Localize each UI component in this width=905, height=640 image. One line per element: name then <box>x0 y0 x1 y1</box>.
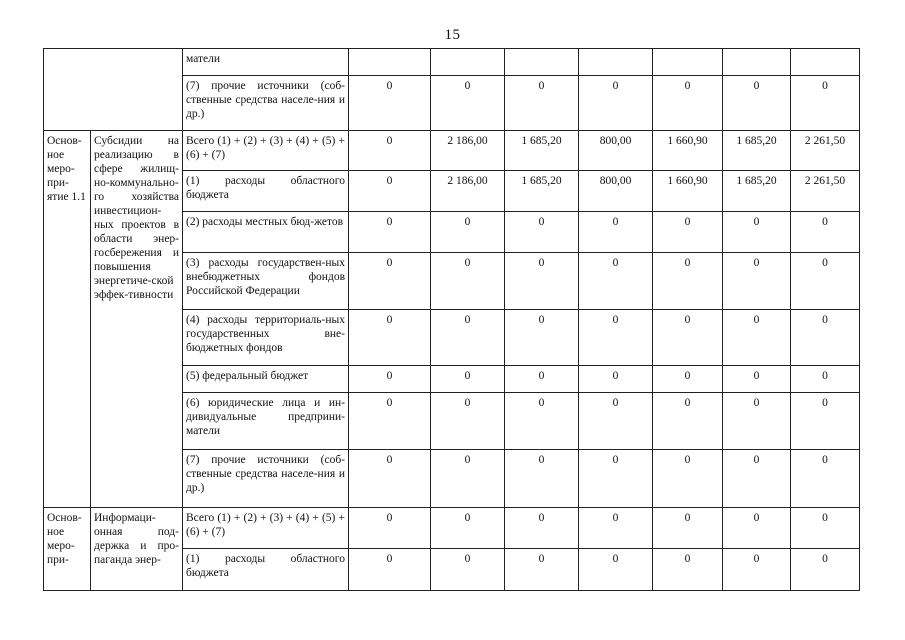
value-cell <box>653 49 723 76</box>
value-cell: 0 <box>723 450 791 508</box>
value-cell: 0 <box>723 253 791 310</box>
value-cell: 0 <box>349 393 431 450</box>
funding-source-cell: (2) расходы местных бюд-жетов <box>183 212 349 253</box>
value-cell: 1 660,90 <box>653 131 723 171</box>
funding-source-cell: (4) расходы территориаль-ных государственных вне-бюджетных фондов <box>183 310 349 366</box>
event-description-cell: Информаци-онная под-держка и про-паганда энер- <box>91 508 183 591</box>
value-cell: 0 <box>349 366 431 393</box>
value-cell: 0 <box>349 549 431 591</box>
funding-source-cell: (6) юридические лица и ин-дивидуальные предприни-матели <box>183 393 349 450</box>
value-cell: 1 685,20 <box>505 171 579 212</box>
value-cell: 0 <box>653 549 723 591</box>
value-cell: 0 <box>653 366 723 393</box>
value-cell: 0 <box>579 212 653 253</box>
value-cell: 0 <box>579 253 653 310</box>
value-cell: 2 186,00 <box>431 131 505 171</box>
value-cell <box>723 49 791 76</box>
value-cell <box>349 49 431 76</box>
event-name-cell: Основ-ное меро-при-ятие 1.1 <box>44 131 91 508</box>
value-cell: 0 <box>505 366 579 393</box>
value-cell: 0 <box>579 508 653 549</box>
value-cell: 0 <box>505 310 579 366</box>
value-cell: 0 <box>505 76 579 131</box>
value-cell: 2 186,00 <box>431 171 505 212</box>
value-cell: 0 <box>653 310 723 366</box>
page-number: 15 <box>444 27 461 43</box>
value-cell: 0 <box>349 508 431 549</box>
value-cell: 0 <box>349 450 431 508</box>
value-cell: 0 <box>723 549 791 591</box>
value-cell: 800,00 <box>579 171 653 212</box>
value-cell: 0 <box>431 76 505 131</box>
value-cell: 0 <box>723 393 791 450</box>
value-cell: 0 <box>723 76 791 131</box>
value-cell: 800,00 <box>579 131 653 171</box>
value-cell: 0 <box>505 549 579 591</box>
funding-source-cell: (7) прочие источники (соб-ственные средства населе-ния и др.) <box>183 76 349 131</box>
event-description-cell: Субсидии на реализацию в сфере жилищ-но-коммунально-го хозяйства инвестицион-ных проектов в области энер-госбережения и повышения энергетиче-ской эффек-тивности <box>91 131 183 508</box>
value-cell: 0 <box>431 549 505 591</box>
value-cell: 0 <box>791 253 860 310</box>
value-cell <box>431 49 505 76</box>
value-cell: 1 685,20 <box>723 171 791 212</box>
value-cell: 0 <box>579 310 653 366</box>
value-cell: 0 <box>653 450 723 508</box>
value-cell: 0 <box>431 253 505 310</box>
value-cell: 0 <box>431 508 505 549</box>
value-cell: 0 <box>723 212 791 253</box>
value-cell: 0 <box>653 508 723 549</box>
value-cell: 0 <box>505 253 579 310</box>
value-cell: 0 <box>579 393 653 450</box>
value-cell: 0 <box>349 310 431 366</box>
value-cell: 0 <box>431 450 505 508</box>
value-cell: 0 <box>791 310 860 366</box>
value-cell: 0 <box>791 76 860 131</box>
value-cell: 0 <box>791 393 860 450</box>
funding-table-body <box>44 49 860 591</box>
value-cell: 0 <box>653 393 723 450</box>
value-cell: 0 <box>505 508 579 549</box>
value-cell: 0 <box>505 212 579 253</box>
funding-source-cell: Всего (1) + (2) + (3) + (4) + (5) + (6) + (7) <box>183 508 349 549</box>
funding-source-cell: (3) расходы государствен-ных внебюджетных фондов Российской Федерации <box>183 253 349 310</box>
table-row <box>44 131 860 171</box>
value-cell: 0 <box>579 76 653 131</box>
value-cell: 0 <box>349 171 431 212</box>
value-cell: 2 261,50 <box>791 131 860 171</box>
value-cell: 0 <box>431 310 505 366</box>
value-cell <box>579 49 653 76</box>
funding-source-cell: Всего (1) + (2) + (3) + (4) + (5) + (6) + (7) <box>183 131 349 171</box>
event-cell <box>44 49 183 131</box>
value-cell: 2 261,50 <box>791 171 860 212</box>
value-cell: 0 <box>791 549 860 591</box>
funding-source-cell: (1) расходы областного бюджета <box>183 171 349 212</box>
value-cell: 1 660,90 <box>653 171 723 212</box>
value-cell: 0 <box>791 366 860 393</box>
value-cell: 0 <box>653 212 723 253</box>
value-cell: 0 <box>579 450 653 508</box>
value-cell: 0 <box>349 76 431 131</box>
table-row <box>44 49 860 76</box>
value-cell: 0 <box>791 212 860 253</box>
event-name-cell: Основ-ное меро-при- <box>44 508 91 591</box>
funding-source-cell: (7) прочие источники (соб-ственные средства населе-ния и др.) <box>183 450 349 508</box>
value-cell: 0 <box>579 549 653 591</box>
value-cell: 0 <box>653 253 723 310</box>
value-cell: 0 <box>431 212 505 253</box>
value-cell <box>791 49 860 76</box>
value-cell: 0 <box>579 366 653 393</box>
funding-source-cell: (1) расходы областного бюджета <box>183 549 349 591</box>
value-cell: 0 <box>791 450 860 508</box>
table-row <box>44 508 860 549</box>
value-cell: 0 <box>723 310 791 366</box>
value-cell: 0 <box>791 508 860 549</box>
value-cell: 0 <box>653 76 723 131</box>
value-cell: 0 <box>349 212 431 253</box>
value-cell: 0 <box>349 131 431 171</box>
value-cell: 0 <box>431 393 505 450</box>
value-cell: 0 <box>349 253 431 310</box>
value-cell <box>505 49 579 76</box>
value-cell: 1 685,20 <box>723 131 791 171</box>
funding-table <box>43 48 860 591</box>
funding-source-cell: матели <box>183 49 349 76</box>
value-cell: 1 685,20 <box>505 131 579 171</box>
value-cell: 0 <box>505 393 579 450</box>
value-cell: 0 <box>505 450 579 508</box>
value-cell: 0 <box>723 366 791 393</box>
value-cell: 0 <box>723 508 791 549</box>
value-cell: 0 <box>431 366 505 393</box>
funding-source-cell: (5) федеральный бюджет <box>183 366 349 393</box>
